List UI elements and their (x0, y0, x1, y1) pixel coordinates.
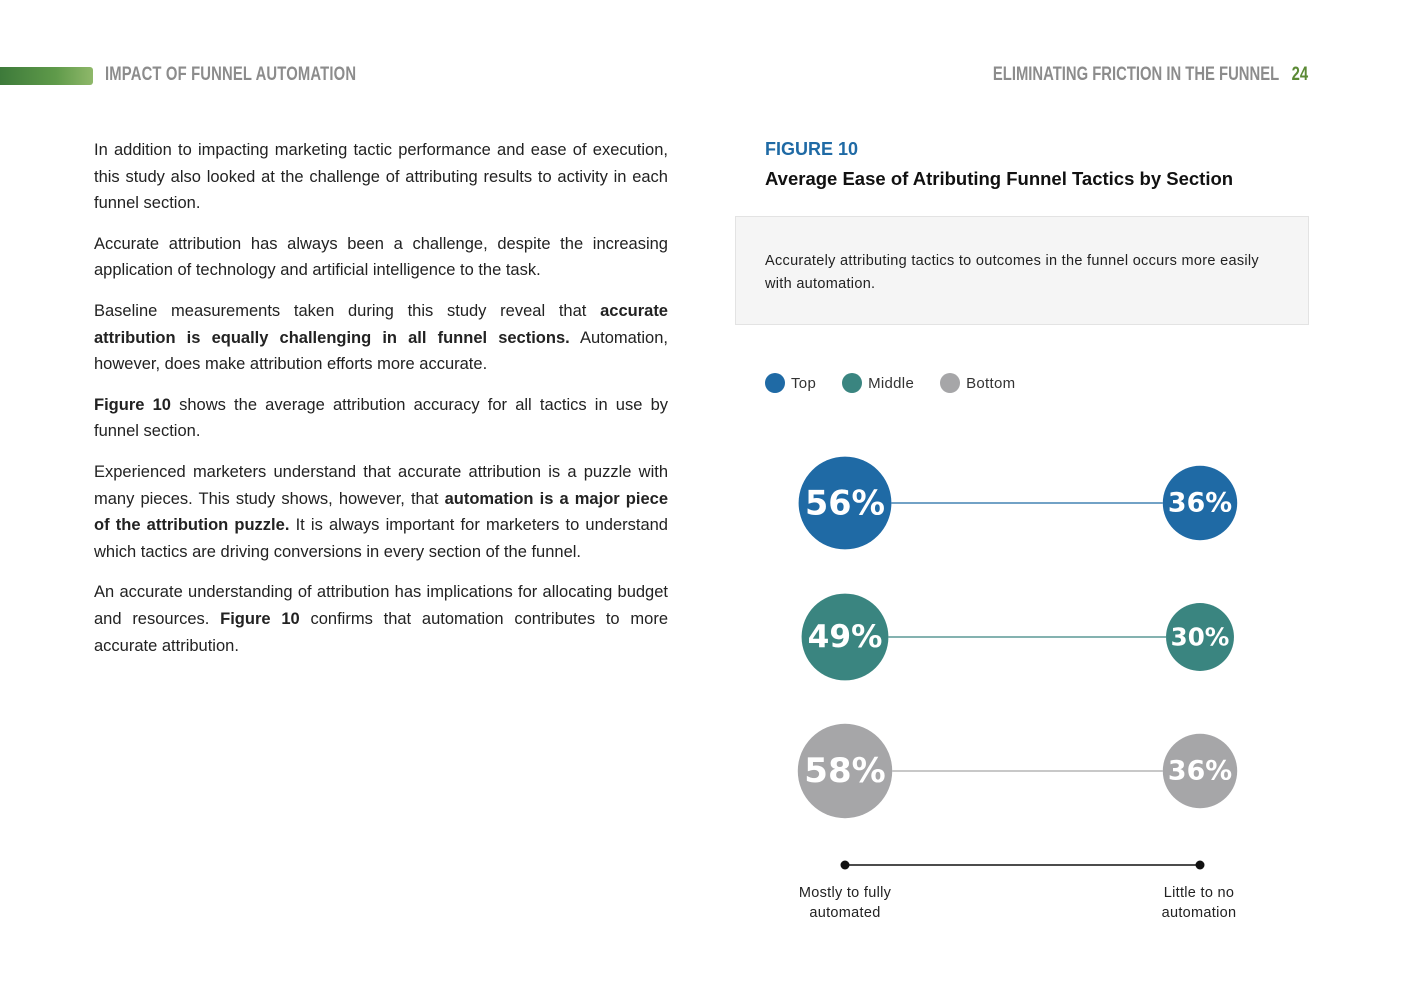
data-label-middle-automated: 49% (807, 619, 883, 655)
legend-item-bottom (940, 373, 1015, 393)
data-label-middle-no-automation: 30% (1170, 622, 1230, 652)
chapter-header (993, 64, 1308, 86)
header-accent-bar (0, 67, 93, 85)
data-label-bottom-automated: 58% (804, 751, 886, 791)
section-title: IMPACT OF FUNNEL AUTOMATION (105, 64, 357, 85)
p3-text-a: Baseline measurements taken during this study reveal that (94, 301, 601, 320)
x-axis-endpoint-left (841, 861, 850, 870)
legend-item-middle (842, 373, 914, 393)
figure-note-box (735, 216, 1309, 325)
data-label-top-automated: 56% (805, 483, 885, 523)
p6-text-a: An accurate understanding of attribution has implications for allocating budget and resources. (94, 583, 668, 628)
figure-note: Accurately attributing tactics to outcomes in the funnel occurs more easily with automation. (765, 253, 1259, 292)
dumbbell-chart (735, 430, 1309, 890)
legend-label-top: Top (791, 374, 817, 392)
paragraph-4 (94, 392, 668, 445)
page-number: 24 (1291, 64, 1308, 85)
p5-text-a: Experienced marketers understand that accurate attribution is a puzzle with many pieces. This study shows, however, that (94, 462, 668, 508)
legend-label-middle: Middle (868, 374, 915, 392)
data-label-bottom-no-automation: 36% (1167, 755, 1233, 787)
data-label-top-no-automation: 36% (1167, 487, 1233, 519)
x-label-left: Mostly to fully automated (798, 885, 892, 921)
paragraph-6 (94, 579, 668, 659)
p4-text-b: shows the average attribution accuracy for all tactics in use by funnel section. (94, 395, 668, 441)
p5-text-c: It is always important for marketers to understand which tactics are driving conversions in every section of the funnel. (94, 516, 668, 561)
p6-bold: Figure 10 (220, 609, 300, 628)
paragraph-3 (94, 298, 668, 378)
paragraph-1: In addition to impacting marketing tactic performance and ease of execution, this study also looked at the challenge of attributing results to activity in each funnel section. (94, 141, 668, 213)
body-text (94, 137, 668, 673)
p4-bold: Figure 10 (94, 395, 171, 414)
chapter-title: ELIMINATING FRICTION IN THE FUNNEL (992, 64, 1280, 85)
legend-swatch-top (765, 373, 785, 393)
legend-swatch-middle (842, 373, 862, 393)
paragraph-5 (94, 459, 668, 565)
p5-bold: automation is a major piece of the attribution puzzle. (94, 489, 668, 535)
chart-legend (765, 372, 1041, 394)
paragraph-2: Accurate attribution has always been a challenge, despite the increasing application of technology and artificial intelligence to the task. (94, 234, 668, 280)
legend-item-top (765, 373, 816, 393)
p3-bold: accurate attribution is equally challenging in all funnel sections. (94, 301, 668, 347)
figure-label: FIGURE 10 (765, 139, 859, 159)
p6-text-c: confirms that automation contributes to more accurate attribution. (94, 609, 668, 655)
x-label-right: Little to no automation (1161, 885, 1237, 921)
x-axis-endpoint-right (1196, 861, 1205, 870)
p3-text-c: Automation, however, does make attribution efforts more accurate. (94, 328, 668, 374)
legend-swatch-bottom (940, 373, 960, 393)
legend-label-bottom: Bottom (966, 374, 1016, 392)
figure-title: Average Ease of Atributing Funnel Tactics by Section (765, 168, 1234, 189)
